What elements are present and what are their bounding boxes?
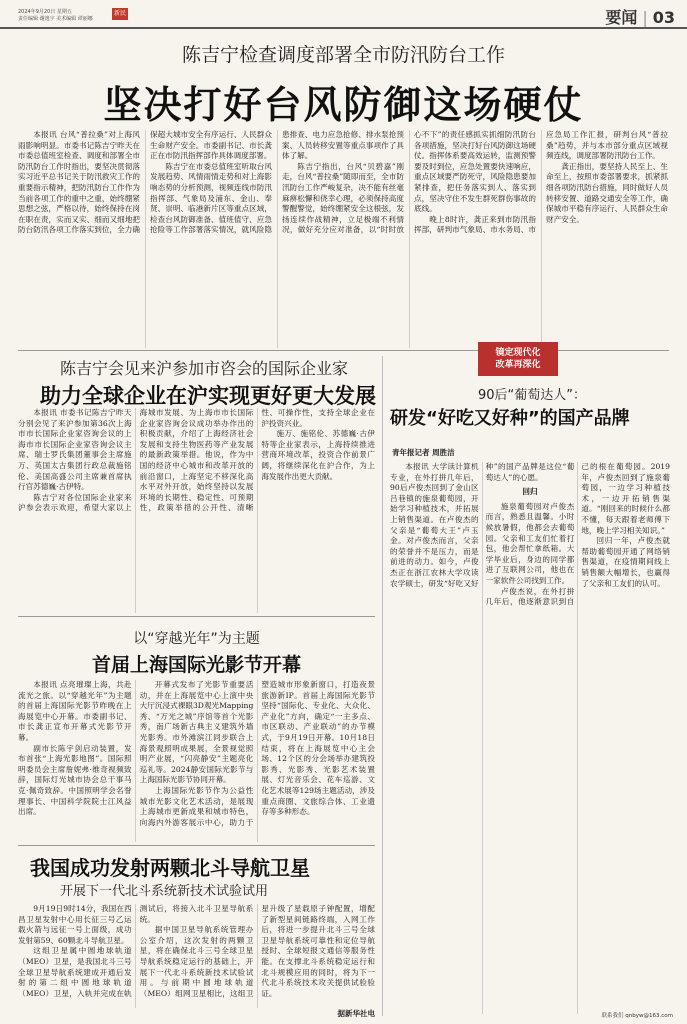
story-divider <box>18 616 375 617</box>
story4-body <box>18 904 375 1008</box>
header-divider <box>0 27 687 29</box>
story5-subhead: 回归 <box>522 487 538 497</box>
issue-date: 2024年9月20日 星期五 <box>18 9 72 15</box>
story5-paragraph: 本报讯 大学读计算机专业，在外打拼几年后，90后卢俊杰回到了金山区吕巷镇的施泉葡萄园，开始学习种植技术，并拓展上销售渠道。在卢俊杰的父亲是“葡萄大王”卢玉金。对卢俊杰而言，父亲的荣誉并不是压力，而是前进的动力。如今，卢俊杰正在浙江农林大学攻读农学硕士，研发“好吃又好种”的国产品牌是这位“葡萄达人”的心愿。 <box>390 462 575 588</box>
series-badge <box>478 342 558 376</box>
footer-contact: 联系我们 qnbyw@163.com <box>601 1013 673 1019</box>
section-title: 要闻 <box>605 8 638 27</box>
story5-kicker: 90后“葡萄达人”： <box>478 388 587 403</box>
story3-paragraph: 开幕式发布了光影节重要活动，并在上海展览中心上演中央大厅沉浸式裸眼3D观光Mapping秀、“万光之城”序馆等首个光影秀，南广场新古典主义建筑外墙光影秀。市外滩滨江同步联合上海景观照明成果展，全景视觉照明产业展，“闪亮静安”主题亮化巡礼等。2024静安国际光影节与上海国际光影节协同开幕。 <box>139 680 254 785</box>
story2-headline: 助力全球企业在沪实现更好更大发展 <box>40 384 376 408</box>
story-divider <box>18 350 669 351</box>
story1-paragraph: 陈吉宁指出，台风“贝碧嘉”刚走，台风“普拉桑”随即而至，全市防汛防台工作严峻复杂，决不能有丝毫麻痹松懈和侥幸心理，必须保持高度警醒警觉，始终绷紧安全这根弦，发扬连续作战精神，立足极端不利情况，做好充分应对准备，以“时时放心不下”的责任感抓实抓细防汛防台各项措施，坚决打好台风防御这场硬仗。指挥体系要高效运转，监测预警要及时到位，应急处置要快速响应，重点区域要严防死守，风险隐患要加紧排查，把任务落实到人、落实到点，坚决守住不发生群死群伤事故的底线。 <box>282 130 536 235</box>
story-divider <box>18 845 375 846</box>
story1-paragraph: 晚上8时许，龚正来到市防汛指挥部，研判市气象局、市水务局、市应急局工作汇报，研判台风“普拉桑”趋势，并与本市部分重点区域视频连线，调度部署防汛防台工作。 <box>414 130 668 235</box>
story2-kicker: 陈吉宁会见来沪参加市咨会的国际企业家 <box>60 359 349 378</box>
story2-body <box>18 408 375 613</box>
story5-paragraph: 卢俊杰说，在外打拼几年后，他逐渐意识到自己的根在葡萄园。2019年，卢俊杰回到了施泉葡萄园，一边学习种植技术，一边开拓销售渠道。“刚回来的时候什么都不懂，每天跟着老师傅下地，晚上学习相关知识。” <box>485 462 670 607</box>
story1-kicker: 陈吉宁检查调度部署全市防汛防台工作 <box>181 44 505 66</box>
story5-paragraph: 回归一年，卢俊杰就帮助葡萄园开通了网络销售渠道，在疫情期间线上销售额大幅增长，也赢得了父亲和工友们的认可。 <box>581 536 670 588</box>
story5-paragraph: 施泉葡萄园对卢俊杰而言，熟悉且温馨。小时候放暑假，他都会去葡萄园。父亲和工友们忙着打包，他会帮忙拿纸箱。大学毕业后，身边的同学都进了互联网公司，他也在一家软件公司找到工作。 <box>485 501 575 585</box>
story5-author: 青年报记者 周胜洁 <box>392 448 455 457</box>
story5-body <box>390 462 670 1014</box>
story2-paragraph: 施万、施铭伦、苏德巍·古伊特等企业家表示，上海持续推进营商环境改革，投资合作前景广阔，将继续深化在沪合作，为上海发展作出更大贡献。 <box>261 429 375 481</box>
story4-subtitle: 开展下一代北斗系统新技术试验试用 <box>60 884 269 899</box>
masthead-info <box>18 9 93 22</box>
story1-paragraph: 本报讯 台风“普拉桑”对上海风雨影响明显。市委书记陈吉宁昨天在市委总值班室检查、调度和部署全市防汛防台工作时指出，要坚决贯彻落实习近平总书记关于防汛救灾工作的重要指示精神，把防汛防台工作作为当前各项工作的重中之重，始终绷紧思想之弦，严格以待，始终保持在岗在职在责，实而又实、细而又细地把防台防汛各项工作落实到位，全力确保超大城市安全有序运行、人民群众生命财产安全。市委副书记、市长龚正在市防汛指挥部作具体调度部署。 <box>18 130 272 235</box>
story4-credit: 据新华社电 <box>337 1009 375 1018</box>
story3-body <box>18 680 375 842</box>
story3-paragraph: 副市长陈宇剑启动装置，发布首张“上海光影地图”。国际照明委员会主席詹妮弗·维奇视频致辞，国际灯光城市协会总干事马克·佩奇致辞。中国照明学会名誉理事长、中国科学院院士江风益出席。 <box>18 743 132 817</box>
story1-paragraph: 陈吉宁在市委总值班室听取台风发展趋势、风情雨情走势和对上海影响态势的分析预测，视频连线市防汛指挥部、气象局及浦东、金山、奉贤、崇明、临港新片区等重点区域，检查台风防御准备、值班值守、应急抢险等工作部署落实情况，就风险隐患排查、电力应急抢修、排水泵抢预案、人员转移安置等重点事项作了具体了解。 <box>150 130 404 235</box>
section-header: 要闻 | 03 <box>605 8 675 27</box>
story3-kicker: 以“穿越光年”为主题 <box>133 631 260 647</box>
story4-headline: 我国成功发射两颗北斗导航卫星 <box>30 856 310 880</box>
story1-paragraph: 龚正指出，要坚持人民至上、生命至上，按照市委部署要求，抓紧抓细各项防汛防台措施，同时做好人员转移安置、道路交通安全等工作，确保城市平稳有序运行、人民群众生命财产安全。 <box>546 161 668 224</box>
story3-paragraph: 上海国际光影节作为公益性城市光影文化艺术活动，是展现上海城市更新成果和城市特色，向海内外游客展示中心，助力于塑造城市形象新窗口，打造夜景旅游新IP。首届上海国际光影节坚持“国际化、专业化、大众化、产业化”方向，确定“一主多点、市区联动、产业联动”的办节模式，于9月19日开幕。10月18日结束，将在上海展览中心主会场、12个区的分会场举办建筑投影秀、光影秀、光影艺术装置展、灯光音乐会、花车巡游、文化艺术展等129场主题活动，涉及重点商圈、文旅综合体、工业遗存等多种形态。 <box>139 680 375 827</box>
story4-paragraph: 9月19日9时14分，我国在西昌卫星发射中心用长征三号乙运载火箭与远征一号上面级，成功发射第59、60颗北斗导航卫星。 <box>18 904 132 945</box>
story1-headline: 坚决打好台风防御这场硬仗 <box>103 83 584 127</box>
badge-line: 镜定现代化 <box>495 348 541 358</box>
badge-line: 改革再深化 <box>495 360 541 370</box>
story3-paragraph: 本报讯 点亮璀璨上海，共赴流光之旅。以“穿越光年”为主题的首届上海国际光影节昨晚在上海展览中心开幕。市委副书记、市长龚正宣布开幕式光影节开幕。 <box>18 680 132 742</box>
story4-paragraph: 据中国卫星导航系统管理办公室介绍，这次发射的两颗卫星，将在确保北斗三号全球卫星导航系统稳定运行的基础上，开展下一代北斗系统新技术试验试用。与前期中圆地球轨道（MEO）组网卫星相比，这组卫星升级了星载原子钟配置，增配了新型星间链路终端，入网工作后，将进一步提升北斗三号全球卫星导航系统可靠性和定位导航授时、全球短报文通信等服务性能。在支撑北斗系统稳定运行和北斗规模应用的同时，将为下一代北斗系统技术攻关提供试验验证。 <box>139 904 375 998</box>
newspaper-logo: 新民 <box>112 8 128 20</box>
column-divider <box>382 356 383 1016</box>
story4-paragraph: 这组卫星属中圆地球轨道（MEO）卫星，是我国北斗三号全球卫星导航系统建成开通后发射的第二组中圆地球轨道（MEO）卫星，入轨并完成在轨测试后，将接入北斗卫星导航系统。 <box>18 904 254 998</box>
story2-paragraph: 本报讯 市委书记陈吉宁昨天分别会见了来沪参加第36次上海市市长国际企业家咨询会议的上海市市长国际企业家咨询会议主席、瑞士罗氏集团董事会主席施万、英国太古集团行政总裁施铭伦、美国高盛公司主席兼首席执行官苏德巍·古伊特。 <box>18 408 132 492</box>
page-number: 03 <box>652 8 675 27</box>
story2-paragraph: 陈吉宁对各位国际企业家来沪参会表示欢迎，希望大家以上海城市发展、为上海市市长国际企业家咨询会议成功举办作出的积极贡献，介绍了上海经济社会发展和支持生物医药等产业发展的最新政策举措。他说，作为中国的经济中心城市和改革开放的前沿窗口，上海坚定不移深化高水平对外开放，始终坚持以发展环境的长期性、稳定性、可预期性，政策举措的公开性、清晰性、可操作性，支持全球企业在沪投资兴业。 <box>18 408 375 513</box>
editor-line: 责任编辑 谢逸宇 美术编辑 谭丽娜 <box>18 15 93 22</box>
story1-body <box>18 130 668 348</box>
story3-headline: 首届上海国际光影节开幕 <box>91 654 301 676</box>
story5-headline: 研发“好吃又好种”的国产品牌 <box>390 408 630 429</box>
